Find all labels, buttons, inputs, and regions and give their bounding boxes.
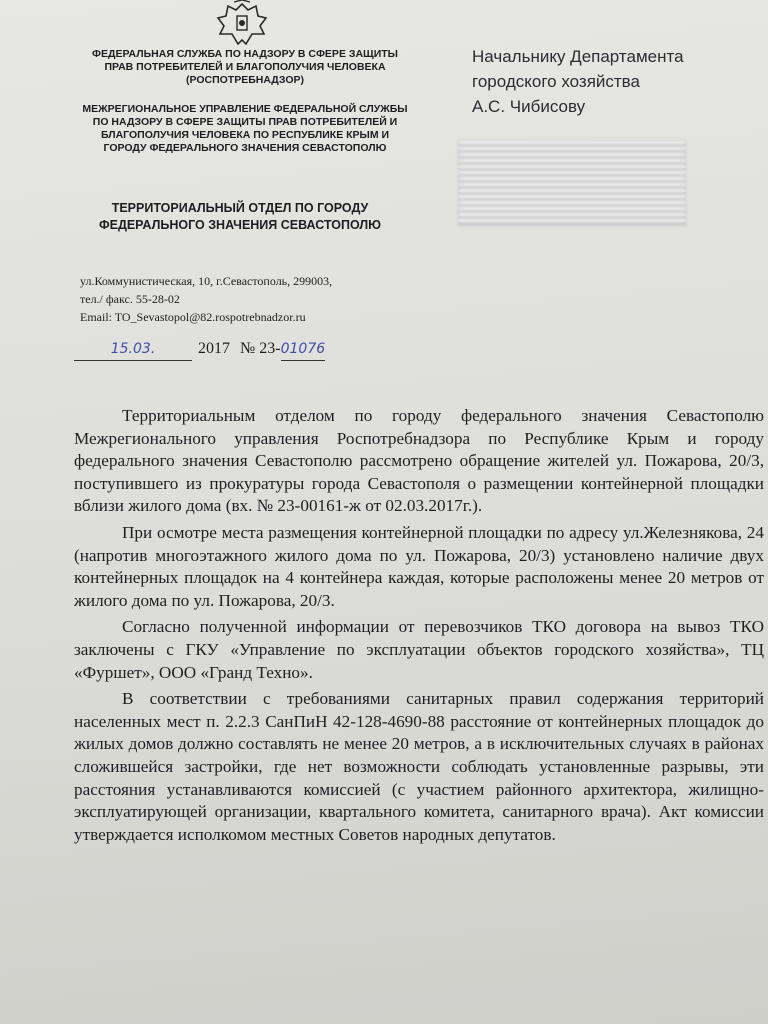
sender-address: ул.Коммунистическая, 10, г.Севастополь, 299003, [80, 274, 333, 288]
body-paragraph-4: В соответствии с требованиями санитарных правил содержания территорий населенных мест п. 2.2.3 СанПиН 42-128-4690-88 расстояние от контейнерных площадок до жилых домов должно составлять не менее 20 метров, а в исключительных случаях в районах сложившейся застройки, где нет возможности соблюдать установленные разрывы, эти расстояния устанавливаются комиссией (с участием районного архитектора, жилищно-эксплуатирующей организации, квартального комитета, санитарного врача). Акт комиссии утверждается исполкомом местных Советов народных депутатов. [74, 689, 764, 844]
body-paragraph-3: Согласно полученной информации от перевозчиков ТКО договора на вывоз ТКО заключены с ГКУ «Управление по эксплуатации объектов городского хозяйства», ТЦ «Фуршет», ООО «Гранд Техно». [74, 617, 764, 682]
letter-body [74, 405, 764, 850]
handwritten-date: 15.03. [110, 341, 156, 357]
body-paragraph-2: При осмотре места размещения контейнерной площадки по адресу ул.Железнякова, 24 (напротив многоэтажного жилого дома по ул. Пожарова, 20/3) установлено наличие двух контейнерных площадок на 4 контейнера каждая, которые расположены менее 20 метров от жилого дома по ул. Пожарова, 20/3. [74, 522, 764, 610]
document-dateline [74, 338, 325, 361]
regional-office-name: МЕЖРЕГИОНАЛЬНОЕ УПРАВЛЕНИЕ ФЕДЕРАЛЬНОЙ СЛУЖБЫ ПО НАДЗОРУ В СФЕРЕ ЗАЩИТЫ ПРАВ ПОТРЕБИТЕЛЕЙ И БЛАГОПОЛУЧИЯ ЧЕЛОВЕКА ПО РЕСПУБЛИКЕ КРЫМ И ГОРОДУ ФЕДЕРАЛЬНОГО ЗНАЧЕНИЯ СЕВАСТОПОЛЮ [82, 103, 408, 154]
handwritten-number: 01076 [281, 338, 326, 361]
recipient-name: А.С. Чибисову [472, 97, 586, 116]
agency-name: ФЕДЕРАЛЬНАЯ СЛУЖБА ПО НАДЗОРУ В СФЕРЕ ЗАЩИТЫ ПРАВ ПОТРЕБИТЕЛЕЙ И БЛАГОПОЛУЧИЯ ЧЕЛОВЕКА (РОСПОТРЕБНАДЗОР) [92, 48, 398, 86]
redacted-area [458, 140, 686, 226]
document-year: 2017 [198, 340, 230, 357]
territorial-department-name: ТЕРРИТОРИАЛЬНЫЙ ОТДЕЛ ПО ГОРОДУ ФЕДЕРАЛЬНОГО ЗНАЧЕНИЯ СЕВАСТОПОЛЮ [98, 201, 382, 232]
document-number-label: № 23- [240, 340, 281, 357]
sender-email: Email: TO_Sevastopol@82.rospotrebnadzor.ru [80, 310, 306, 324]
coat-of-arms-emblem-icon [212, 0, 272, 46]
recipient-block [472, 44, 752, 119]
sender-contacts [80, 272, 420, 326]
body-paragraph-1: Территориальным отделом по городу федерального значения Севастополю Межрегионального управления Роспотребнадзора по Республике Крым и городу федерального значения Севастополю рассмотрено обращение жителей ул. Пожарова, 20/3, поступившего из прокуратуры города Севастополя о размещении контейнерной площадки вблизи жилого дома (вх. № 23-00161-ж от 02.03.2017г.). [74, 406, 764, 516]
recipient-title: Начальнику Департамента [472, 47, 684, 66]
recipient-department: городского хозяйства [472, 72, 640, 91]
sender-phone: тел./ факс. 55-28-02 [80, 292, 180, 306]
